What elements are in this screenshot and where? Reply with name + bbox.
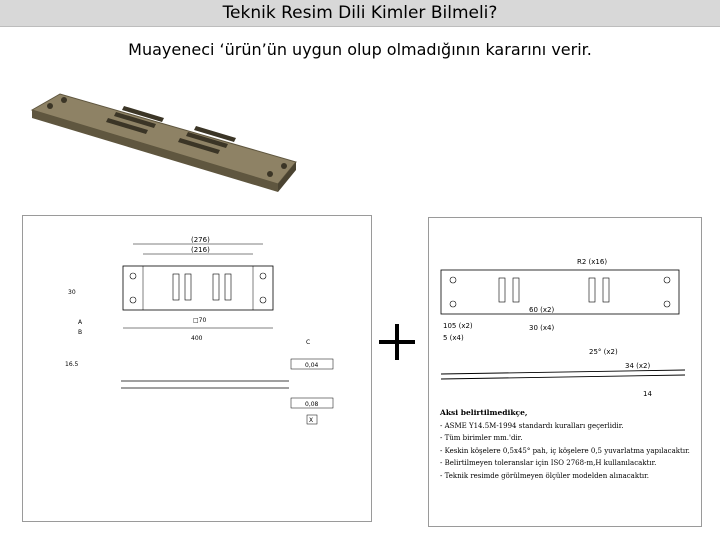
dim-34: 34 (x2) [625, 362, 651, 370]
note-line: - Belirtilmeyen toleranslar için ISO 2768-m,H kullanılacaktır. [440, 459, 657, 467]
datum-c: C [306, 339, 311, 346]
technical-drawing-left [22, 215, 372, 522]
dim-25deg: 25° (x2) [589, 348, 618, 356]
dim-30: 30 [68, 289, 76, 296]
dim-216: (216) [191, 246, 210, 254]
title-bar [0, 0, 720, 27]
tol-0-04: 0,04 [305, 362, 319, 369]
note-line: - Teknik resimde görülmeyen ölçüler modelden alınacaktır. [440, 471, 649, 480]
note-line: - Keskin köşelere 0,5x45° pah, iç köşelere 0,5 yuvarlatma yapılacaktır. [440, 446, 690, 455]
datum-a: A [78, 319, 83, 326]
dim-14: 14 [643, 390, 652, 398]
dim-60: 60 (x2) [529, 306, 555, 314]
tol-0-08: 0,08 [305, 401, 319, 408]
note-line: - ASME Y14.5M-1994 standardı kuralları geçerlidir. [440, 421, 624, 430]
dim-400: 400 [191, 335, 203, 342]
left-drawing-svg [23, 216, 371, 521]
notes-heading: Aksi belirtilmedikçe, [440, 408, 528, 417]
right-drawing-svg [429, 218, 701, 403]
drawing-notes [440, 407, 698, 482]
dim-r2: R2 (x16) [577, 258, 608, 266]
dim-276: (276) [191, 236, 210, 244]
plate-3d-image [20, 80, 320, 200]
dim-5: 5 (x4) [443, 334, 464, 342]
slide-title: Teknik Resim Dili Kimler Bilmeli? [222, 3, 498, 23]
dim-16-5: 16.5 [65, 361, 79, 368]
slide-subtitle: Muayeneci ‘ürün’ün uygun olup olmadığının kararını verir. [128, 40, 592, 59]
dim-sq70: □70 [193, 317, 207, 324]
dim-105: 105 (x2) [443, 322, 473, 330]
datum-b: B [78, 329, 83, 336]
dim-30-x4: 30 (x4) [529, 324, 555, 332]
plus-icon [377, 322, 417, 362]
note-line: - Tüm birimler mm.'dir. [440, 434, 523, 442]
datum-x: X [309, 417, 314, 424]
